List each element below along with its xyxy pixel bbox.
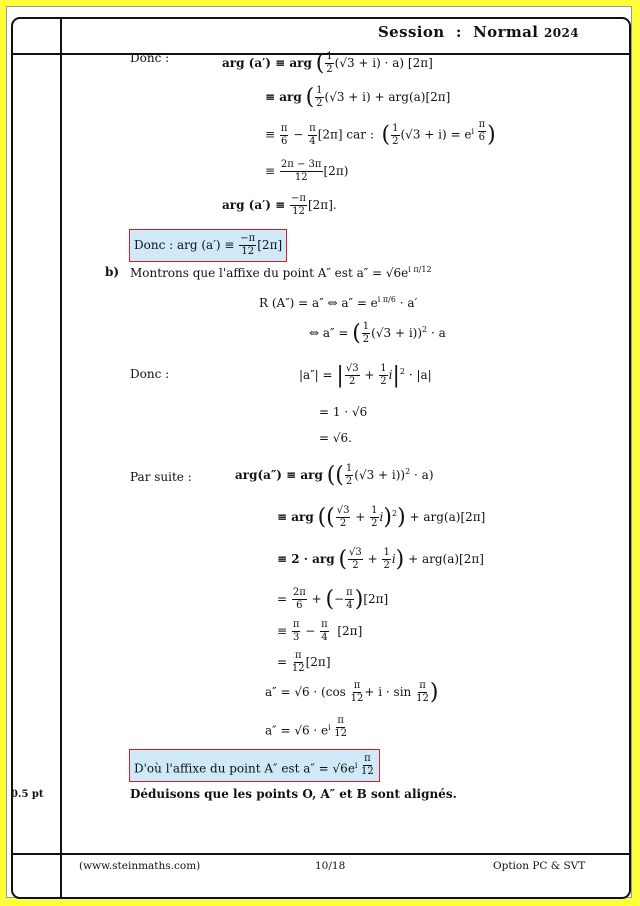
arg-a2-line3: ≡ 2 · arg ( $\frac{√3}{2}$ + $\frac{1}{2}$ i) + arg(a)[2π]: [277, 547, 484, 572]
footer-divider: [13, 853, 629, 855]
modulus-line3: = √6.: [319, 431, 352, 445]
session-header: Session : Normal 2024: [377, 23, 579, 41]
arg-a2-line6: = $\frac{\pi}{12}$ [2π]: [277, 650, 331, 674]
donc-label-2: Donc :: [130, 367, 170, 381]
arg-a2-line1: arg(a″) ≡ arg (( $\frac{1}{2}$ (√3 + i))$^2$ · a): [235, 463, 434, 488]
modulus-line1: |a″| = | $\frac{√3}{2}$ + $\frac{1}{2}$ $i|^2 \cdot |a|$: [299, 363, 432, 388]
margin-divider: [60, 19, 62, 897]
rotation-line2: ⇔ a″ = ( $\frac{1}{2}$ (√3 + i))$^2$ · a: [309, 321, 446, 346]
part-c-statement: Déduisons que les points O, A″ et B sont alignés.: [130, 787, 457, 801]
arg-a2-line5: ≡ $\frac{\pi}{3}$ − $\frac{\pi}{4}$ [2π]: [277, 619, 363, 643]
eq-arg-line3: ≡ $\frac{\pi}{6}$ − $\frac{\pi}{4}$ [2π] car : ( $\frac{1}{2}$ $(√3 + i) = e^{i \frac{\pi}{6}}$ ): [265, 119, 496, 148]
part-b-label: b): [105, 265, 120, 279]
eq-arg-line1: arg (a′) ≡ arg ( $\frac{1}{2}$ (√3 + i) · a) [2π]: [222, 51, 433, 76]
exp-form-line: $a'' = √6 \cdot e^{i \frac{\pi}{12}}$: [265, 715, 347, 739]
page: [6, 6, 632, 898]
points-label: 0.5 pt: [11, 789, 44, 800]
footer-site: (www.steinmaths.com): [79, 860, 201, 872]
eq-arg-line2: ≡ arg ( $\frac{1}{2}$ (√3 + i) + arg(a)[2π]: [265, 85, 451, 110]
eq-arg-line4: ≡ $\frac{2\pi - 3\pi}{12}$ [2π): [265, 159, 349, 183]
result-box-arg: Donc : arg (a′) ≡ $\frac{-\pi}{12}$ [2π]: [129, 229, 287, 262]
donc-label: Donc :: [130, 51, 170, 65]
par-suite-label: Par suite :: [130, 470, 192, 484]
arg-a2-line2: ≡ arg (( $\frac{√3}{2}$ + $\frac{1}{2}$ i)$^2$) + arg(a)[2π]: [277, 505, 486, 530]
rotation-line1: R (A″) = a″ ⇔ $a'' = e^{i \pi/6} \cdot a'$: [259, 295, 418, 310]
trig-form-line: a″ = √6 · (cos $\frac{\pi}{12}$ + i · sin $\frac{\pi}{12}$ ): [265, 680, 439, 705]
arg-a2-line4: = $\frac{2\pi}{6}$ + (− $\frac{\pi}{4}$ )[2π]: [277, 587, 389, 612]
part-b-statement: Montrons que l'affixe du point A″ est $a'' = √6e^{i \pi/12}$: [130, 265, 432, 280]
footer-option: Option PC & SVT: [493, 860, 586, 872]
eq-arg-line5: arg (a′) ≡ $\frac{-\pi}{12}$ [2π].: [222, 193, 337, 217]
footer-page-number: 10/18: [315, 860, 346, 872]
result-box-affix: D'où l'affixe du point A″ est $a'' = √6e^{i \frac{\pi}{12}}$: [129, 749, 380, 782]
modulus-line2: = 1 · √6: [319, 405, 368, 419]
